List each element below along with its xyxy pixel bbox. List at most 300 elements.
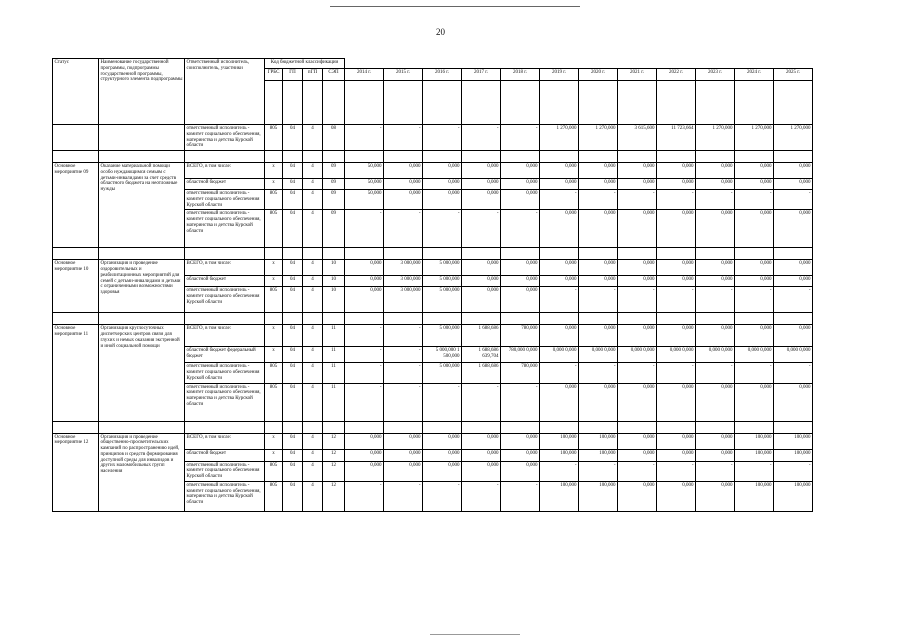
- cell-value: 0,000: [774, 383, 813, 421]
- cell-value: -: [540, 287, 579, 313]
- cell-value: 0,000: [384, 461, 423, 481]
- cell-value: 100,000: [735, 449, 774, 461]
- cell-value: 0,000: [657, 449, 696, 461]
- cell-executor: областной бюджет: [185, 179, 265, 190]
- cell-value: 0,000: [579, 210, 618, 248]
- cell-value: 0,000: [618, 210, 657, 248]
- cell-value: 0,000: [696, 481, 735, 511]
- cell-value: 0,000 0,000: [540, 347, 579, 363]
- cell-code: 4: [303, 276, 323, 287]
- cell-value: 0,000: [618, 163, 657, 179]
- header-year: 2025 г.: [774, 69, 813, 81]
- cell-value: 11 723,664: [657, 125, 696, 151]
- cell-value: -: [345, 481, 384, 511]
- cell-value: 0,000: [579, 325, 618, 347]
- cell-value: 100,000: [540, 433, 579, 449]
- header-year: 2016 г.: [423, 69, 462, 81]
- cell-value: 0,000: [735, 325, 774, 347]
- cell-value: 0,000: [501, 433, 540, 449]
- cell-value: 0,000: [618, 325, 657, 347]
- cell-code: х: [265, 260, 283, 276]
- cell-value: 0,000: [501, 461, 540, 481]
- cell-value: 0,000: [501, 449, 540, 461]
- cell-value: -: [540, 190, 579, 210]
- cell-value: 3 000,000: [384, 276, 423, 287]
- cell-value: 0,000: [540, 325, 579, 347]
- header-year: 2022 г.: [657, 69, 696, 81]
- cell-code: х: [265, 325, 283, 347]
- cell-code: 04: [283, 481, 303, 511]
- cell-value: -: [384, 210, 423, 248]
- cell-value: 5 000,000 1 500,000: [423, 347, 462, 363]
- header-year: 2018 г.: [501, 69, 540, 81]
- cell-value: -: [735, 287, 774, 313]
- cell-value: -: [501, 383, 540, 421]
- cell-value: 780,000: [501, 325, 540, 347]
- cell-code: 4: [303, 481, 323, 511]
- cell-code: 805: [265, 190, 283, 210]
- cell-value: 0,000: [618, 449, 657, 461]
- cell-code: 4: [303, 260, 323, 276]
- cell-value: 3 000,000: [384, 287, 423, 313]
- cell-value: 0,000: [423, 449, 462, 461]
- cell-code: 11: [323, 383, 345, 421]
- cell-value: 3 000,000: [384, 260, 423, 276]
- cell-value: 0,000 0,000: [618, 347, 657, 363]
- cell-value: 0,000: [462, 449, 501, 461]
- cell-value: -: [579, 461, 618, 481]
- table-row: [53, 125, 813, 151]
- cell-code: 805: [265, 461, 283, 481]
- cell-value: 100,000: [774, 449, 813, 461]
- cell-value: -: [501, 210, 540, 248]
- cell-status: Основное мероприятие 11: [53, 325, 99, 421]
- cell-executor: областной бюджет: [185, 276, 265, 287]
- cell-value: 0,000: [345, 287, 384, 313]
- cell-name: Организация и проведение общественно-просветительских кампаний по распространению идей, принципов и средств формирования доступной среды для инвалидов и других маломобильных групп населения: [99, 433, 185, 511]
- cell-code: 4: [303, 179, 323, 190]
- top-divider: [330, 6, 580, 7]
- cell-status: Основное мероприятие 09: [53, 163, 99, 248]
- cell-value: 0,000: [735, 210, 774, 248]
- cell-value: 0,000: [540, 163, 579, 179]
- cell-value: 0,000: [501, 276, 540, 287]
- cell-value: 0,000: [540, 260, 579, 276]
- cell-value: 0,000 0,000: [735, 347, 774, 363]
- cell-value: 0,000: [384, 433, 423, 449]
- spacer-row: [53, 151, 813, 163]
- cell-value: 0,000: [774, 276, 813, 287]
- cell-value: 0,000: [345, 433, 384, 449]
- cell-code: 4: [303, 325, 323, 347]
- cell-code: 805: [265, 481, 283, 511]
- cell-value: 0,000: [540, 210, 579, 248]
- cell-name: Оказание материальной помощи особо нуждающимся семьям с детьми-инвалидами за счет средств областного бюджета на неотложные нужды: [99, 163, 185, 248]
- cell-code: х: [265, 276, 283, 287]
- cell-code: 4: [303, 363, 323, 383]
- cell-code: 11: [323, 363, 345, 383]
- cell-value: -: [735, 461, 774, 481]
- cell-executor: ВСЕГО, в том числе:: [185, 163, 265, 179]
- cell-value: 0,000: [696, 433, 735, 449]
- cell-value: 0,000: [579, 163, 618, 179]
- cell-value: 0,000: [423, 433, 462, 449]
- cell-value: 0,000: [774, 325, 813, 347]
- cell-value: 100,000: [540, 481, 579, 511]
- cell-value: -: [696, 190, 735, 210]
- cell-value: -: [774, 287, 813, 313]
- cell-value: -: [618, 190, 657, 210]
- cell-executor: ответственный исполнитель - комитет социального обеспечения Курской области: [185, 461, 265, 481]
- cell-value: 100,000: [579, 449, 618, 461]
- cell-value: 0,000: [384, 449, 423, 461]
- cell-value: -: [657, 363, 696, 383]
- cell-value: 0,000: [462, 260, 501, 276]
- cell-code: 4: [303, 287, 323, 313]
- cell-value: 0,000: [657, 163, 696, 179]
- cell-value: 0,000: [657, 179, 696, 190]
- cell-value: -: [735, 190, 774, 210]
- cell-value: 0,000: [774, 210, 813, 248]
- cell-value: -: [462, 210, 501, 248]
- cell-value: 0,000: [345, 276, 384, 287]
- cell-value: -: [657, 461, 696, 481]
- cell-value: 0,000: [618, 276, 657, 287]
- spacer-row: [53, 313, 813, 325]
- cell-code: 4: [303, 190, 323, 210]
- cell-value: 1 270,000: [540, 125, 579, 151]
- cell-value: 0,000: [540, 383, 579, 421]
- cell-value: 0,000: [384, 190, 423, 210]
- cell-code: 4: [303, 163, 323, 179]
- cell-value: 0,000: [696, 449, 735, 461]
- cell-value: 0,000: [462, 287, 501, 313]
- cell-value: -: [462, 481, 501, 511]
- cell-code: 04: [283, 287, 303, 313]
- header-year: 2014 г.: [345, 69, 384, 81]
- cell-executor: ответственный исполнитель - комитет социального обеспечения, материнства и детства Курской области: [185, 210, 265, 248]
- cell-value: 0,000: [501, 287, 540, 313]
- cell-code: 04: [283, 363, 303, 383]
- header-code: СЭП: [323, 69, 345, 81]
- cell-name: Организация и проведение оздоровительных и реабилитационных мероприятий для семей с детьми-инвалидами и детьми с ограниченными возможностями здоровья: [99, 260, 185, 313]
- cell-value: 0,000: [540, 276, 579, 287]
- header-year: 2015 г.: [384, 69, 423, 81]
- cell-value: 0,000: [618, 433, 657, 449]
- cell-code: 805: [265, 125, 283, 151]
- cell-value: -: [618, 363, 657, 383]
- cell-value: -: [501, 481, 540, 511]
- cell-value: 0,000 0,000: [657, 347, 696, 363]
- cell-code: х: [265, 163, 283, 179]
- cell-value: 0,000: [657, 433, 696, 449]
- cell-value: -: [345, 347, 384, 363]
- cell-value: 0,000: [462, 190, 501, 210]
- cell-value: 0,000: [423, 163, 462, 179]
- cell-value: -: [501, 125, 540, 151]
- cell-value: 100,000: [735, 481, 774, 511]
- cell-code: 09: [323, 190, 345, 210]
- cell-value: 50,000: [345, 163, 384, 179]
- cell-code: 12: [323, 449, 345, 461]
- cell-code: х: [265, 347, 283, 363]
- cell-value: 0,000: [696, 179, 735, 190]
- cell-value: 1 270,000: [696, 125, 735, 151]
- cell-value: 5 000,000: [423, 325, 462, 347]
- cell-value: -: [774, 461, 813, 481]
- cell-value: -: [618, 461, 657, 481]
- cell-code: 04: [283, 125, 303, 151]
- cell-value: 0,000: [462, 276, 501, 287]
- cell-value: 100,000: [579, 433, 618, 449]
- cell-value: 0,000: [462, 433, 501, 449]
- cell-value: -: [384, 363, 423, 383]
- cell-value: 100,000: [579, 481, 618, 511]
- cell-value: -: [579, 287, 618, 313]
- cell-code: 4: [303, 433, 323, 449]
- cell-value: -: [540, 363, 579, 383]
- header-executor: Ответственный исполнитель, соисполнитель, участники: [185, 59, 265, 125]
- cell-code: 12: [323, 433, 345, 449]
- cell-value: 0,000: [423, 179, 462, 190]
- header-year: 2017 г.: [462, 69, 501, 81]
- cell-value: 0,000: [735, 383, 774, 421]
- cell-executor: ответственный исполнитель - комитет социального обеспечения Курской области: [185, 190, 265, 210]
- cell-executor: ответственный исполнитель - комитет социального обеспечения Курской области: [185, 287, 265, 313]
- cell-value: 0,000: [774, 163, 813, 179]
- cell-code: 04: [283, 325, 303, 347]
- cell-value: 0,000: [501, 163, 540, 179]
- cell-executor: ВСЕГО, в том числе:: [185, 433, 265, 449]
- header-status: Статус: [53, 59, 99, 125]
- cell-value: 0,000: [657, 210, 696, 248]
- cell-value: 0,000 0,000: [579, 347, 618, 363]
- header-year: 2021 г.: [618, 69, 657, 81]
- cell-value: 1 270,000: [774, 125, 813, 151]
- cell-value: -: [657, 190, 696, 210]
- cell-value: 50,000: [345, 179, 384, 190]
- cell-value: -: [384, 383, 423, 421]
- cell-value: 0,000: [579, 276, 618, 287]
- cell-value: 0,000: [657, 260, 696, 276]
- cell-value: -: [540, 461, 579, 481]
- cell-code: 12: [323, 461, 345, 481]
- cell-value: 0,000: [618, 481, 657, 511]
- cell-name: Организация круглосуточных диспетчерских центров связи для глухих и немых оказания экстренной и иной социальной помощи: [99, 325, 185, 421]
- cell-value: 0,000: [579, 179, 618, 190]
- cell-code: 11: [323, 325, 345, 347]
- cell-value: 0,000: [345, 260, 384, 276]
- cell-value: 0,000: [657, 481, 696, 511]
- cell-value: 100,000: [735, 433, 774, 449]
- cell-code: 04: [283, 383, 303, 421]
- cell-code: 04: [283, 210, 303, 248]
- cell-value: 1 688,686: [462, 363, 501, 383]
- cell-value: 780,000 0,000: [501, 347, 540, 363]
- cell-code: 04: [283, 260, 303, 276]
- header-year: 2024 г.: [735, 69, 774, 81]
- cell-code: 09: [323, 163, 345, 179]
- cell-value: 0,000: [774, 179, 813, 190]
- cell-code: 4: [303, 347, 323, 363]
- cell-value: -: [384, 481, 423, 511]
- cell-value: 0,000: [696, 163, 735, 179]
- cell-value: 0,000: [579, 260, 618, 276]
- cell-value: 0,000: [735, 179, 774, 190]
- header-code: ГП: [283, 69, 303, 81]
- cell-value: 0,000: [735, 276, 774, 287]
- cell-value: 0,000: [657, 276, 696, 287]
- cell-value: 0,000: [501, 260, 540, 276]
- cell-value: 0,000: [657, 383, 696, 421]
- cell-code: 04: [283, 190, 303, 210]
- cell-code: 4: [303, 210, 323, 248]
- cell-code: 10: [323, 260, 345, 276]
- cell-value: -: [345, 363, 384, 383]
- cell-value: -: [774, 190, 813, 210]
- cell-code: 09: [323, 210, 345, 248]
- cell-value: -: [579, 190, 618, 210]
- cell-value: 0,000: [696, 276, 735, 287]
- cell-code: 12: [323, 481, 345, 511]
- cell-value: 0,000: [618, 383, 657, 421]
- cell-value: 0,000: [696, 210, 735, 248]
- cell-code: 10: [323, 287, 345, 313]
- cell-code: 805: [265, 383, 283, 421]
- cell-code: 805: [265, 363, 283, 383]
- cell-value: -: [423, 383, 462, 421]
- table-row: [53, 260, 813, 276]
- cell-value: 0,000: [462, 163, 501, 179]
- table-row: [53, 325, 813, 347]
- cell-value: 0,000 0,000: [696, 347, 735, 363]
- cell-code: 04: [283, 347, 303, 363]
- cell-code: 08: [323, 125, 345, 151]
- cell-code: 11: [323, 347, 345, 363]
- cell-value: 0,000: [423, 461, 462, 481]
- cell-value: 5 000,000: [423, 287, 462, 313]
- table-row: [53, 433, 813, 449]
- cell-value: 0,000: [501, 190, 540, 210]
- header-year: 2020 г.: [579, 69, 618, 81]
- cell-value: -: [423, 481, 462, 511]
- cell-value: -: [579, 363, 618, 383]
- cell-value: 0,000: [384, 163, 423, 179]
- cell-value: -: [423, 125, 462, 151]
- cell-value: 0,000: [423, 190, 462, 210]
- cell-value: 0,000: [462, 179, 501, 190]
- cell-value: -: [696, 461, 735, 481]
- cell-code: 04: [283, 179, 303, 190]
- cell-executor: ответственный исполнитель - комитет социального обеспечения Курской области: [185, 363, 265, 383]
- cell-status: Основное мероприятие 12: [53, 433, 99, 511]
- cell-code: 04: [283, 276, 303, 287]
- cell-code: 09: [323, 179, 345, 190]
- budget-table: [52, 58, 813, 512]
- cell-status: Основное мероприятие 10: [53, 260, 99, 313]
- cell-value: -: [345, 125, 384, 151]
- cell-value: -: [345, 383, 384, 421]
- cell-code: х: [265, 179, 283, 190]
- cell-code: 04: [283, 163, 303, 179]
- spacer-row: [53, 248, 813, 260]
- cell-value: 0,000: [735, 260, 774, 276]
- cell-code: 805: [265, 287, 283, 313]
- cell-code: 04: [283, 433, 303, 449]
- cell-value: 0,000: [345, 461, 384, 481]
- cell-value: 0,000: [735, 163, 774, 179]
- cell-value: 5 000,000: [423, 363, 462, 383]
- cell-value: 5 000,000: [423, 276, 462, 287]
- cell-value: 0,000: [462, 461, 501, 481]
- cell-value: 0,000: [657, 325, 696, 347]
- cell-value: -: [423, 210, 462, 248]
- cell-code: 4: [303, 461, 323, 481]
- header-kbk: Код бюджетной классификации: [265, 59, 345, 69]
- cell-executor: ответственный исполнитель - комитет социального обеспечения, материнства и детства Курской области: [185, 481, 265, 511]
- cell-value: 100,000: [540, 449, 579, 461]
- scan-artifact: [430, 634, 520, 635]
- cell-value: 0,000: [696, 260, 735, 276]
- header-year: 2019 г.: [540, 69, 579, 81]
- cell-value: 0,000: [774, 260, 813, 276]
- cell-value: 100,000: [774, 481, 813, 511]
- table-row: [53, 163, 813, 179]
- header-year: 2023 г.: [696, 69, 735, 81]
- cell-value: 0,000: [696, 383, 735, 421]
- cell-value: 5 000,000: [423, 260, 462, 276]
- cell-executor: ВСЕГО, в том числе:: [185, 325, 265, 347]
- cell-code: 04: [283, 449, 303, 461]
- cell-executor: ответственный исполнитель - комитет социального обеспечения, материнства и детства Курской области: [185, 125, 265, 151]
- cell-value: -: [462, 383, 501, 421]
- cell-value: 0,000: [540, 179, 579, 190]
- cell-code: х: [265, 433, 283, 449]
- cell-value: 0,000: [384, 179, 423, 190]
- cell-value: 1 688,686: [462, 325, 501, 347]
- cell-value: 0,000: [696, 325, 735, 347]
- cell-value: -: [618, 287, 657, 313]
- cell-executor: областной бюджет: [185, 449, 265, 461]
- cell-value: 0,000: [618, 179, 657, 190]
- header-name: Наименование государственной программы, подпрограммы государственной программы, структурного элемента подпрограммы: [99, 59, 185, 125]
- cell-value: 1 270,000: [579, 125, 618, 151]
- header-code: пГП: [303, 69, 323, 81]
- cell-name: [99, 125, 185, 151]
- cell-value: 0,000 0,000: [774, 347, 813, 363]
- cell-value: -: [345, 325, 384, 347]
- cell-value: 0,000: [345, 449, 384, 461]
- cell-value: -: [384, 125, 423, 151]
- cell-value: 780,000: [501, 363, 540, 383]
- cell-value: -: [735, 363, 774, 383]
- page-number: 20: [436, 27, 445, 37]
- header-code: ГРБС: [265, 69, 283, 81]
- cell-code: х: [265, 449, 283, 461]
- cell-code: 4: [303, 383, 323, 421]
- cell-value: 1 270,000: [735, 125, 774, 151]
- cell-value: -: [384, 325, 423, 347]
- cell-value: -: [462, 125, 501, 151]
- cell-value: -: [696, 287, 735, 313]
- cell-value: -: [774, 363, 813, 383]
- cell-code: 04: [283, 461, 303, 481]
- spacer-row: [53, 421, 813, 433]
- cell-value: -: [696, 363, 735, 383]
- cell-value: 1 688,686 639,704: [462, 347, 501, 363]
- cell-code: 4: [303, 449, 323, 461]
- cell-status: [53, 125, 99, 151]
